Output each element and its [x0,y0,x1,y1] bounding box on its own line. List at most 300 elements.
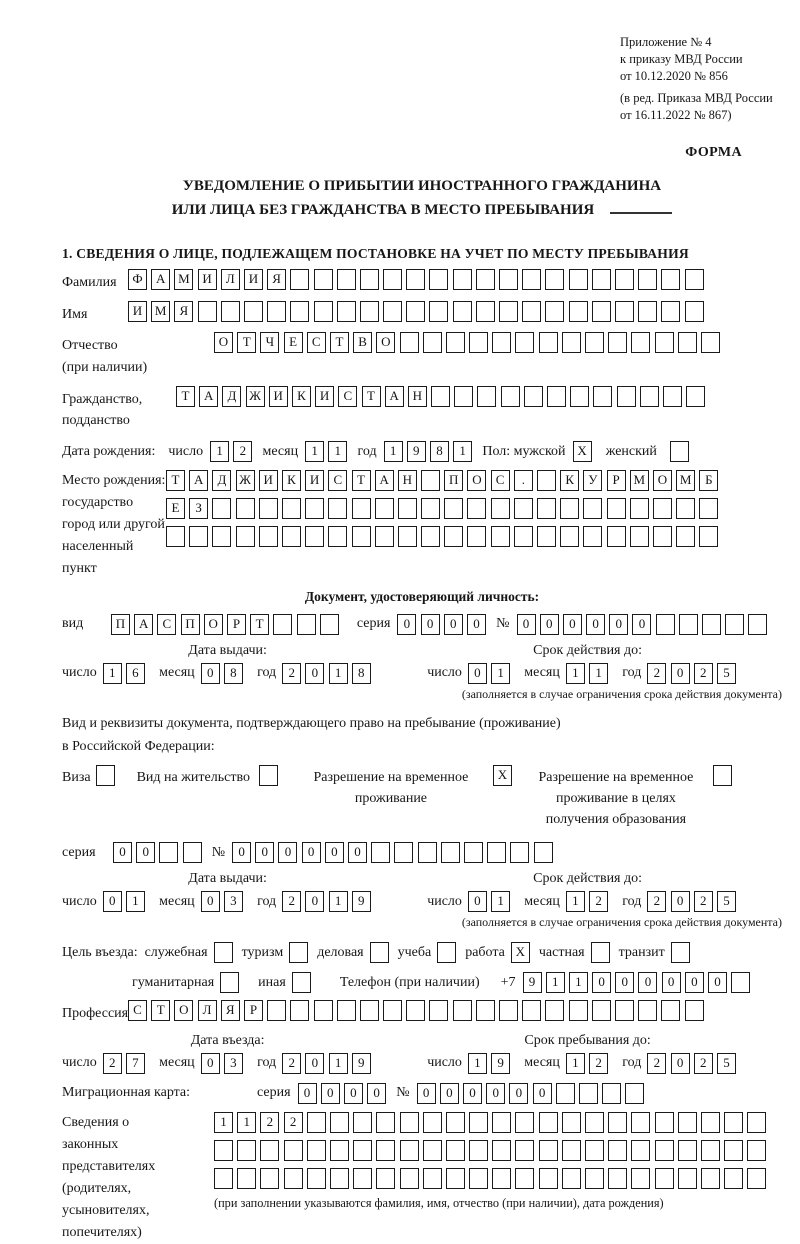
female-checkbox[interactable] [670,441,689,462]
form-cell[interactable] [314,269,333,290]
form-cell[interactable] [337,269,356,290]
form-cell[interactable] [400,1168,419,1189]
form-cell[interactable]: Т [362,386,381,407]
form-cell[interactable] [585,1168,604,1189]
form-cell[interactable] [539,1140,558,1161]
form-cell[interactable] [305,526,324,547]
form-cell[interactable]: 0 [201,663,220,684]
form-cell[interactable]: А [134,614,153,635]
stay-day-cells[interactable] [468,1053,514,1074]
form-cell[interactable]: 9 [491,1053,510,1074]
form-cell[interactable] [679,614,698,635]
form-cell[interactable]: 2 [282,1053,301,1074]
purpose-tourism-checkbox[interactable] [289,942,308,963]
form-cell[interactable] [189,526,208,547]
form-cell[interactable]: 0 [136,842,155,863]
form-cell[interactable]: Р [227,614,246,635]
form-cell[interactable]: О [174,1000,193,1021]
form-cell[interactable] [487,842,506,863]
form-cell[interactable] [453,1000,472,1021]
form-cell[interactable]: 1 [468,1053,487,1074]
form-cell[interactable] [398,498,417,519]
form-cell[interactable]: М [174,269,193,290]
form-cell[interactable]: 0 [278,842,297,863]
form-cell[interactable] [661,301,680,322]
form-cell[interactable] [592,301,611,322]
form-cell[interactable]: М [151,301,170,322]
doc-series-cells[interactable] [397,614,490,635]
form-cell[interactable]: 0 [685,972,704,993]
form-cell[interactable] [631,1140,650,1161]
form-cell[interactable] [602,1083,621,1104]
form-cell[interactable] [476,269,495,290]
temp-residence-checkbox[interactable]: X [493,765,512,786]
form-cell[interactable]: А [151,269,170,290]
form-cell[interactable]: Е [166,498,185,519]
form-cell[interactable] [514,526,533,547]
form-cell[interactable] [701,1140,720,1161]
form-cell[interactable] [375,526,394,547]
form-cell[interactable]: 2 [694,1053,713,1074]
representatives-row2[interactable] [214,1140,771,1161]
form-cell[interactable] [360,301,379,322]
form-cell[interactable] [236,498,255,519]
form-cell[interactable]: 0 [201,1053,220,1074]
form-cell[interactable] [423,1140,442,1161]
representatives-row1[interactable] [214,1112,771,1133]
form-cell[interactable] [491,498,510,519]
form-cell[interactable]: 0 [671,891,690,912]
form-cell[interactable]: 0 [417,1083,436,1104]
form-cell[interactable]: С [338,386,357,407]
form-cell[interactable]: 2 [233,441,252,462]
form-cell[interactable] [725,614,744,635]
form-cell[interactable] [545,1000,564,1021]
form-cell[interactable] [441,842,460,863]
form-cell[interactable]: 0 [671,663,690,684]
form-cell[interactable] [534,842,553,863]
form-cell[interactable] [747,1140,766,1161]
form-cell[interactable] [699,526,718,547]
form-cell[interactable] [260,1140,279,1161]
form-cell[interactable]: Ж [246,386,265,407]
form-cell[interactable]: 0 [201,891,220,912]
form-cell[interactable] [307,1168,326,1189]
form-cell[interactable]: 5 [717,891,736,912]
form-cell[interactable] [429,301,448,322]
form-cell[interactable] [608,1112,627,1133]
form-cell[interactable] [630,498,649,519]
form-cell[interactable]: Я [174,301,193,322]
form-cell[interactable] [320,614,339,635]
purpose-work-checkbox[interactable]: X [511,942,530,963]
form-cell[interactable] [515,332,534,353]
entry-month-cells[interactable] [201,1053,247,1074]
form-cell[interactable] [376,1168,395,1189]
form-cell[interactable] [469,1168,488,1189]
form-cell[interactable]: 1 [329,1053,348,1074]
form-cell[interactable] [562,1168,581,1189]
form-cell[interactable]: А [385,386,404,407]
form-cell[interactable] [273,614,292,635]
form-cell[interactable] [446,1112,465,1133]
form-cell[interactable] [423,332,442,353]
purpose-official-checkbox[interactable] [214,942,233,963]
form-cell[interactable] [676,498,695,519]
form-cell[interactable]: 0 [609,614,628,635]
form-cell[interactable]: О [467,470,486,491]
form-cell[interactable] [166,526,185,547]
form-cell[interactable]: 1 [566,891,585,912]
form-cell[interactable]: С [491,470,510,491]
birth-place-row3[interactable] [166,526,723,547]
temp-residence-education-checkbox[interactable] [713,765,732,786]
form-cell[interactable] [353,1112,372,1133]
residence-permit-checkbox[interactable] [259,765,278,786]
form-cell[interactable]: 6 [126,663,145,684]
form-cell[interactable] [661,269,680,290]
form-cell[interactable] [625,1083,644,1104]
form-cell[interactable] [702,614,721,635]
form-cell[interactable] [212,498,231,519]
form-cell[interactable]: К [282,470,301,491]
form-cell[interactable] [524,386,543,407]
form-cell[interactable] [421,526,440,547]
form-cell[interactable]: И [315,386,334,407]
residence-valid-day-cells[interactable] [468,891,514,912]
form-cell[interactable]: Т [151,1000,170,1021]
form-cell[interactable] [467,526,486,547]
form-cell[interactable] [446,332,465,353]
form-cell[interactable] [328,526,347,547]
form-cell[interactable] [183,842,202,863]
form-cell[interactable] [560,498,579,519]
form-cell[interactable] [469,1112,488,1133]
form-cell[interactable] [383,301,402,322]
form-cell[interactable]: 7 [126,1053,145,1074]
form-cell[interactable]: Т [237,332,256,353]
form-cell[interactable] [492,1112,511,1133]
visa-checkbox[interactable] [96,765,115,786]
form-cell[interactable] [307,1140,326,1161]
entry-day-cells[interactable] [103,1053,149,1074]
form-cell[interactable] [585,1112,604,1133]
form-cell[interactable]: 1 [103,663,122,684]
form-cell[interactable] [608,1140,627,1161]
form-cell[interactable] [284,1140,303,1161]
form-cell[interactable] [638,269,657,290]
form-cell[interactable] [337,301,356,322]
form-cell[interactable]: 0 [468,663,487,684]
form-cell[interactable] [421,470,440,491]
form-cell[interactable]: 0 [305,663,324,684]
residence-number-cells[interactable] [232,842,557,863]
form-cell[interactable]: Д [222,386,241,407]
form-cell[interactable]: П [181,614,200,635]
form-cell[interactable]: 0 [517,614,536,635]
form-cell[interactable]: 0 [344,1083,363,1104]
form-cell[interactable] [214,1140,233,1161]
form-cell[interactable]: 0 [325,842,344,863]
form-cell[interactable]: 0 [463,1083,482,1104]
form-cell[interactable] [515,1112,534,1133]
form-cell[interactable] [655,1140,674,1161]
form-cell[interactable] [747,1168,766,1189]
form-cell[interactable] [159,842,178,863]
form-cell[interactable]: 0 [321,1083,340,1104]
form-cell[interactable] [290,301,309,322]
form-cell[interactable]: О [214,332,233,353]
form-cell[interactable] [545,301,564,322]
form-cell[interactable]: 0 [397,614,416,635]
form-cell[interactable] [569,1000,588,1021]
valid-day-cells[interactable] [468,663,514,684]
form-cell[interactable] [724,1168,743,1189]
form-cell[interactable] [464,842,483,863]
form-cell[interactable]: 2 [589,1053,608,1074]
form-cell[interactable] [638,301,657,322]
form-cell[interactable] [685,1000,704,1021]
doc-kind-cells[interactable] [111,614,343,635]
form-cell[interactable]: С [157,614,176,635]
form-cell[interactable] [699,498,718,519]
form-cell[interactable]: 2 [647,663,666,684]
form-cell[interactable] [701,1112,720,1133]
form-cell[interactable] [638,1000,657,1021]
form-cell[interactable]: . [514,470,533,491]
form-cell[interactable] [307,1112,326,1133]
form-cell[interactable]: В [353,332,372,353]
form-cell[interactable]: 1 [214,1112,233,1133]
form-cell[interactable] [360,269,379,290]
form-cell[interactable]: 1 [491,663,510,684]
form-cell[interactable] [400,332,419,353]
form-cell[interactable]: 5 [717,663,736,684]
form-cell[interactable] [537,526,556,547]
form-cell[interactable]: 3 [224,1053,243,1074]
form-cell[interactable] [237,1168,256,1189]
form-cell[interactable]: И [259,470,278,491]
form-cell[interactable] [330,1168,349,1189]
form-cell[interactable]: 0 [708,972,727,993]
form-cell[interactable]: 2 [284,1112,303,1133]
form-cell[interactable]: 8 [352,663,371,684]
form-cell[interactable]: Л [198,1000,217,1021]
form-cell[interactable] [701,1168,720,1189]
stay-month-cells[interactable] [566,1053,612,1074]
form-cell[interactable] [353,1168,372,1189]
form-cell[interactable] [501,386,520,407]
form-cell[interactable] [290,1000,309,1021]
form-cell[interactable] [267,301,286,322]
birth-place-row1[interactable] [166,470,723,491]
form-cell[interactable] [314,301,333,322]
form-cell[interactable]: Н [398,470,417,491]
form-cell[interactable]: 1 [453,441,472,462]
form-cell[interactable]: Я [267,269,286,290]
form-cell[interactable] [547,386,566,407]
entry-year-cells[interactable] [282,1053,375,1074]
form-cell[interactable] [328,498,347,519]
form-cell[interactable]: 2 [694,663,713,684]
form-cell[interactable] [615,301,634,322]
form-cell[interactable]: 0 [255,842,274,863]
form-cell[interactable] [236,526,255,547]
form-cell[interactable] [376,1140,395,1161]
form-cell[interactable]: 0 [468,891,487,912]
form-cell[interactable]: 1 [329,891,348,912]
form-cell[interactable]: Р [607,470,626,491]
form-cell[interactable] [724,1112,743,1133]
residence-issue-month-cells[interactable] [201,891,247,912]
form-cell[interactable] [212,526,231,547]
form-cell[interactable] [522,1000,541,1021]
form-cell[interactable] [515,1168,534,1189]
form-cell[interactable] [562,1112,581,1133]
form-cell[interactable]: Е [284,332,303,353]
form-cell[interactable] [376,1112,395,1133]
form-cell[interactable] [469,1140,488,1161]
form-cell[interactable] [537,498,556,519]
form-cell[interactable] [314,1000,333,1021]
form-cell[interactable] [655,1168,674,1189]
form-cell[interactable]: 1 [384,441,403,462]
form-cell[interactable] [260,1168,279,1189]
form-cell[interactable] [539,332,558,353]
valid-year-cells[interactable] [647,663,740,684]
form-cell[interactable]: 9 [352,1053,371,1074]
form-cell[interactable] [655,332,674,353]
form-cell[interactable] [383,269,402,290]
form-cell[interactable] [423,1168,442,1189]
form-cell[interactable] [406,269,425,290]
form-cell[interactable] [259,526,278,547]
male-checkbox[interactable]: X [573,441,592,462]
form-cell[interactable] [453,301,472,322]
form-cell[interactable] [398,526,417,547]
given-name-cells[interactable] [128,301,708,322]
form-cell[interactable]: С [128,1000,147,1021]
form-cell[interactable] [406,1000,425,1021]
form-cell[interactable]: 0 [302,842,321,863]
form-cell[interactable] [545,269,564,290]
form-cell[interactable]: И [128,301,147,322]
form-cell[interactable] [678,332,697,353]
form-cell[interactable] [592,269,611,290]
form-cell[interactable]: Ч [260,332,279,353]
form-cell[interactable] [615,269,634,290]
form-cell[interactable] [656,614,675,635]
surname-cells[interactable] [128,269,708,290]
form-cell[interactable]: У [583,470,602,491]
form-cell[interactable] [748,614,767,635]
form-cell[interactable]: 0 [671,1053,690,1074]
doc-number-cells[interactable] [517,614,772,635]
form-cell[interactable]: Я [221,1000,240,1021]
form-cell[interactable]: О [653,470,672,491]
form-cell[interactable]: Т [352,470,371,491]
form-cell[interactable]: 0 [103,891,122,912]
form-cell[interactable]: Т [176,386,195,407]
form-cell[interactable] [585,1140,604,1161]
form-cell[interactable] [653,498,672,519]
form-cell[interactable]: 9 [407,441,426,462]
form-cell[interactable] [731,972,750,993]
form-cell[interactable]: 1 [210,441,229,462]
form-cell[interactable] [476,301,495,322]
form-cell[interactable] [593,386,612,407]
form-cell[interactable] [492,1168,511,1189]
form-cell[interactable]: 5 [717,1053,736,1074]
form-cell[interactable]: 1 [126,891,145,912]
residence-valid-month-cells[interactable] [566,891,612,912]
form-cell[interactable]: 0 [486,1083,505,1104]
birth-month-cells[interactable] [305,441,351,462]
form-cell[interactable]: 1 [589,663,608,684]
form-cell[interactable] [556,1083,575,1104]
form-cell[interactable]: 9 [352,891,371,912]
form-cell[interactable] [608,332,627,353]
form-cell[interactable] [685,269,704,290]
form-cell[interactable]: 2 [647,1053,666,1074]
form-cell[interactable] [444,526,463,547]
form-cell[interactable] [583,526,602,547]
form-cell[interactable]: М [676,470,695,491]
form-cell[interactable]: П [444,470,463,491]
form-cell[interactable] [522,269,541,290]
patronymic-cells[interactable] [214,332,724,353]
form-cell[interactable]: 1 [305,441,324,462]
form-cell[interactable]: 0 [540,614,559,635]
form-cell[interactable] [522,301,541,322]
form-cell[interactable]: 1 [329,663,348,684]
form-cell[interactable]: 2 [282,663,301,684]
form-cell[interactable] [446,1168,465,1189]
form-cell[interactable] [423,1112,442,1133]
form-cell[interactable]: 2 [103,1053,122,1074]
purpose-business-checkbox[interactable] [370,942,389,963]
form-cell[interactable]: Д [212,470,231,491]
form-cell[interactable] [290,269,309,290]
form-cell[interactable]: И [244,269,263,290]
form-cell[interactable]: Ж [236,470,255,491]
form-cell[interactable] [446,1140,465,1161]
form-cell[interactable] [492,1140,511,1161]
valid-month-cells[interactable] [566,663,612,684]
form-cell[interactable]: С [328,470,347,491]
form-cell[interactable] [653,526,672,547]
form-cell[interactable]: 2 [694,891,713,912]
form-cell[interactable] [631,1112,650,1133]
form-cell[interactable] [537,470,556,491]
form-cell[interactable]: 0 [421,614,440,635]
form-cell[interactable] [583,498,602,519]
form-cell[interactable]: Л [221,269,240,290]
form-cell[interactable] [282,526,301,547]
form-cell[interactable] [467,498,486,519]
form-cell[interactable] [469,332,488,353]
form-cell[interactable] [353,1140,372,1161]
form-cell[interactable] [360,1000,379,1021]
form-cell[interactable] [608,1168,627,1189]
purpose-study-checkbox[interactable] [437,942,456,963]
form-cell[interactable]: И [305,470,324,491]
purpose-private-checkbox[interactable] [591,942,610,963]
form-cell[interactable]: 0 [586,614,605,635]
form-cell[interactable] [267,1000,286,1021]
form-cell[interactable] [214,1168,233,1189]
form-cell[interactable] [491,526,510,547]
